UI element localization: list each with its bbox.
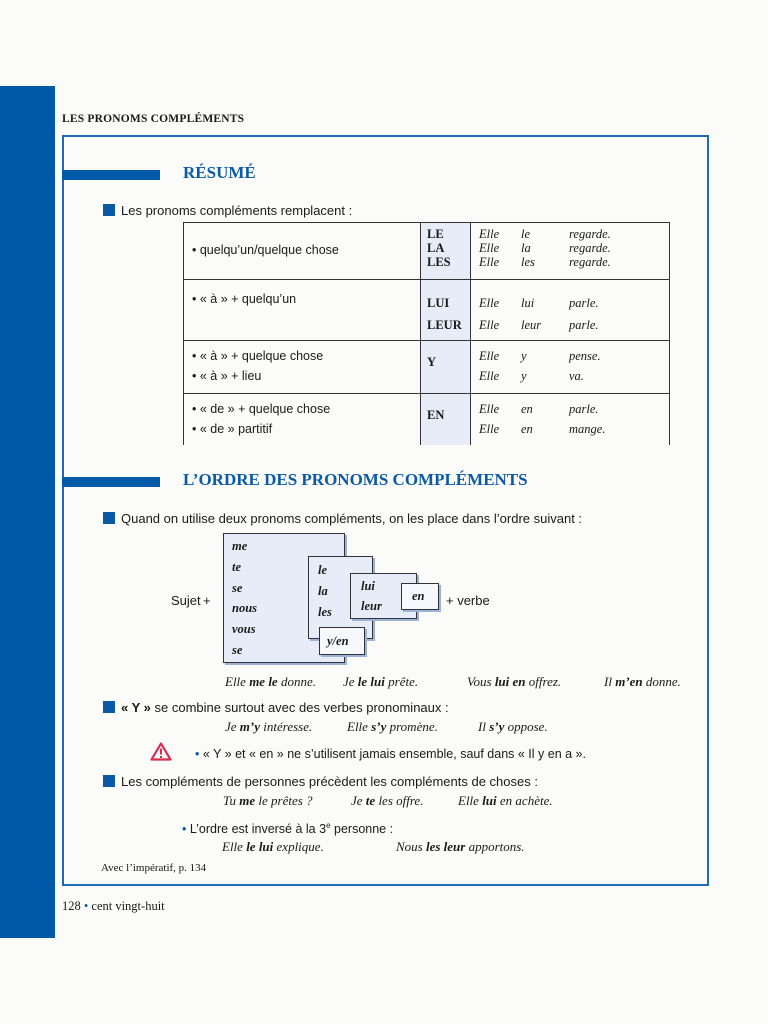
pronoun: en (412, 589, 425, 603)
cell-text: • « de » + quelque chose (192, 402, 331, 416)
ex-start: Je (351, 793, 366, 808)
ex-verb: regarde. (569, 227, 611, 241)
pronoun: vous (232, 622, 256, 636)
plus-sign: + (203, 593, 211, 608)
persons-note-text: Les compléments de personnes précèdent les compléments de choses : (121, 774, 538, 789)
pronoun: la (318, 584, 328, 598)
ex-end: en achète. (496, 793, 553, 808)
ex-pronouns: s’y (371, 719, 387, 734)
example-cell (471, 280, 670, 341)
pronoun: LES (427, 255, 451, 269)
order-intro (103, 511, 582, 526)
ex-start: Je (225, 719, 240, 734)
square-bullet-icon (103, 512, 115, 524)
example-cell (471, 223, 670, 280)
ex-end: le prêtes ? (255, 793, 313, 808)
ex-verb: parle. (569, 318, 599, 332)
ex-start: Vous (467, 674, 495, 689)
running-head: LES PRONOMS COMPLÉMENTS (62, 113, 245, 125)
cell-text: • « à » + quelqu’un (192, 292, 297, 306)
example-sentence (343, 674, 418, 690)
ex-end: donne. (277, 674, 316, 689)
example-sentence (478, 719, 548, 735)
pronoun: EN (427, 408, 445, 422)
table-row (184, 394, 670, 446)
ex-pronoun: le (521, 227, 531, 241)
resume-intro-text: Les pronoms compléments remplacent : (121, 203, 353, 218)
pronoun: se (232, 643, 243, 657)
pronoun: te (232, 560, 242, 574)
example-line (479, 292, 661, 314)
ex-verb: regarde. (569, 255, 611, 269)
ex-pronouns: les leur (425, 839, 466, 854)
page-number-digits: 128 (62, 899, 81, 913)
example-sentence (225, 674, 316, 690)
ex-pronouns: lui (482, 793, 497, 808)
pronoun-cell (421, 280, 471, 341)
ex-end: les offre. (375, 793, 424, 808)
ex-subject: Elle (479, 369, 500, 383)
pronoun: se (232, 581, 243, 595)
bullet-dot-icon: • (83, 899, 89, 913)
ex-start: Elle (225, 674, 250, 689)
example-sentence (458, 793, 553, 809)
bullet-dot-icon: • (195, 747, 200, 761)
ex-pronouns: te (365, 793, 376, 808)
section-bar (62, 170, 160, 180)
ex-subject: Elle (479, 422, 500, 436)
ex-start: Il (604, 674, 616, 689)
third-person-sup: e (326, 821, 331, 830)
ex-verb: regarde. (569, 241, 611, 255)
persons-note (103, 774, 538, 789)
cross-reference: Avec l’impératif, p. 134 (101, 862, 207, 874)
ex-pronoun: y (521, 349, 527, 363)
ex-end: explique. (273, 839, 324, 854)
ex-subject: Elle (479, 241, 500, 255)
ex-verb: parle. (569, 296, 599, 310)
warning-note (195, 747, 586, 761)
ex-verb: parle. (569, 402, 599, 416)
pronoun: LE (427, 227, 444, 241)
example-sentence (604, 674, 681, 690)
square-bullet-icon (103, 701, 115, 713)
ex-pronoun: en (521, 402, 533, 416)
ex-pronoun: la (521, 241, 531, 255)
example-sentence (396, 839, 525, 855)
example-line (479, 241, 661, 255)
table-row (184, 280, 670, 341)
ex-subject: Elle (479, 318, 500, 332)
ex-end: donne. (642, 674, 681, 689)
section-bar (62, 477, 160, 487)
example-line (479, 419, 661, 439)
ex-end: apportons. (465, 839, 525, 854)
ex-subject: Elle (479, 227, 500, 241)
pronoun: leur (361, 599, 382, 613)
ex-start: Je (343, 674, 358, 689)
section-title-resume: RÉSUMÉ (183, 163, 256, 182)
ex-end: promène. (386, 719, 438, 734)
ex-verb: va. (569, 369, 584, 383)
section-title-order: L’ORDRE DES PRONOMS COMPLÉMENTS (183, 470, 528, 489)
example-line (479, 366, 661, 386)
bullet-dot-icon: • (182, 822, 187, 837)
example-sentence (223, 793, 313, 809)
ex-subject: Elle (479, 402, 500, 416)
pronoun-box-en (401, 583, 439, 610)
ex-verb: mange. (569, 422, 606, 436)
ex-pronouns: me (239, 793, 256, 808)
example-line (479, 314, 661, 336)
diagram-verb: + verbe (446, 593, 490, 608)
ex-pronoun: les (521, 255, 535, 269)
pronoun-cell (421, 394, 471, 446)
example-sentence (351, 793, 423, 809)
order-intro-text: Quand on utilise deux pronoms compléments, on les place dans l’ordre suivant : (121, 511, 583, 526)
y-note-text: se combine surtout avec des verbes pronominaux : (150, 700, 449, 715)
page-number-words: cent vingt-huit (91, 899, 165, 913)
pronoun-box-yen (319, 627, 365, 655)
pronoun-cell (421, 223, 471, 280)
ex-end: offrez. (525, 674, 562, 689)
resume-intro (103, 203, 352, 218)
ex-pronouns: m’en (615, 674, 643, 689)
ex-verb: pense. (569, 349, 601, 363)
page-number (62, 899, 165, 914)
example-sentence (467, 674, 561, 690)
pronoun-cell (421, 341, 471, 394)
example-sentence (222, 839, 324, 855)
summary-table (183, 222, 670, 445)
third-person-text: L’ordre est inversé à la 3 (189, 822, 327, 837)
ex-pronouns: me le (249, 674, 278, 689)
cell-text: • « à » + quelque chose (192, 349, 324, 363)
ex-end: intéresse. (260, 719, 313, 734)
ex-end: prête. (384, 674, 419, 689)
table-cell (184, 280, 421, 341)
ex-pronoun: lui (521, 296, 535, 310)
example-line (479, 346, 661, 366)
example-cell (471, 341, 670, 394)
ex-pronouns: s’y (489, 719, 505, 734)
warning-icon (150, 742, 172, 761)
table-cell (184, 341, 421, 394)
diagram-subject: Sujet (171, 593, 201, 608)
example-line (479, 399, 661, 419)
ex-start: Elle (458, 793, 483, 808)
ex-start: Tu (223, 793, 240, 808)
ex-pronoun: en (521, 422, 533, 436)
table-cell (184, 223, 421, 280)
pronoun: LUI (427, 296, 450, 310)
pronoun: me (232, 539, 248, 553)
ex-pronouns: m’y (239, 719, 261, 734)
pronoun: nous (232, 601, 258, 615)
pronoun: le (318, 563, 328, 577)
pronoun: LEUR (427, 318, 462, 332)
example-cell (471, 394, 670, 446)
ex-pronoun: y (521, 369, 527, 383)
cell-text: • « à » + lieu (192, 369, 262, 383)
table-row (184, 341, 670, 394)
warning-text: « Y » et « en » ne s’utilisent jamais ensemble, sauf dans « Il y en a ». (202, 747, 586, 761)
ex-pronouns: le lui (246, 839, 274, 854)
ex-subject: Elle (479, 255, 500, 269)
ex-start: Elle (347, 719, 372, 734)
side-color-bar (0, 86, 55, 938)
ex-subject: Elle (479, 349, 500, 363)
example-sentence (347, 719, 438, 735)
pronoun: les (318, 605, 332, 619)
pronoun: y/en (327, 634, 349, 648)
table-cell (184, 394, 421, 446)
example-sentence (225, 719, 312, 735)
example-line (479, 255, 661, 269)
pronoun: Y (427, 355, 437, 369)
pronoun: LA (427, 241, 445, 255)
y-note-bold: « Y » (121, 700, 151, 715)
square-bullet-icon (103, 204, 115, 216)
table-row (184, 223, 670, 280)
ex-pronoun: leur (521, 318, 542, 332)
ex-subject: Elle (479, 296, 500, 310)
cell-text: • « de » partitif (192, 422, 273, 436)
pronoun: lui (361, 579, 375, 593)
ex-start: Elle (222, 839, 247, 854)
third-person-text-end: personne : (330, 822, 394, 837)
cell-text: • quelqu’un/quelque chose (192, 243, 339, 257)
third-person-note (182, 821, 393, 836)
ex-pronouns: le lui (357, 674, 385, 689)
y-note (103, 700, 449, 715)
square-bullet-icon (103, 775, 115, 787)
ex-start: Il (478, 719, 490, 734)
ex-end: oppose. (504, 719, 548, 734)
example-line (479, 227, 661, 241)
ex-start: Nous (396, 839, 426, 854)
ex-pronouns: lui en (494, 674, 526, 689)
